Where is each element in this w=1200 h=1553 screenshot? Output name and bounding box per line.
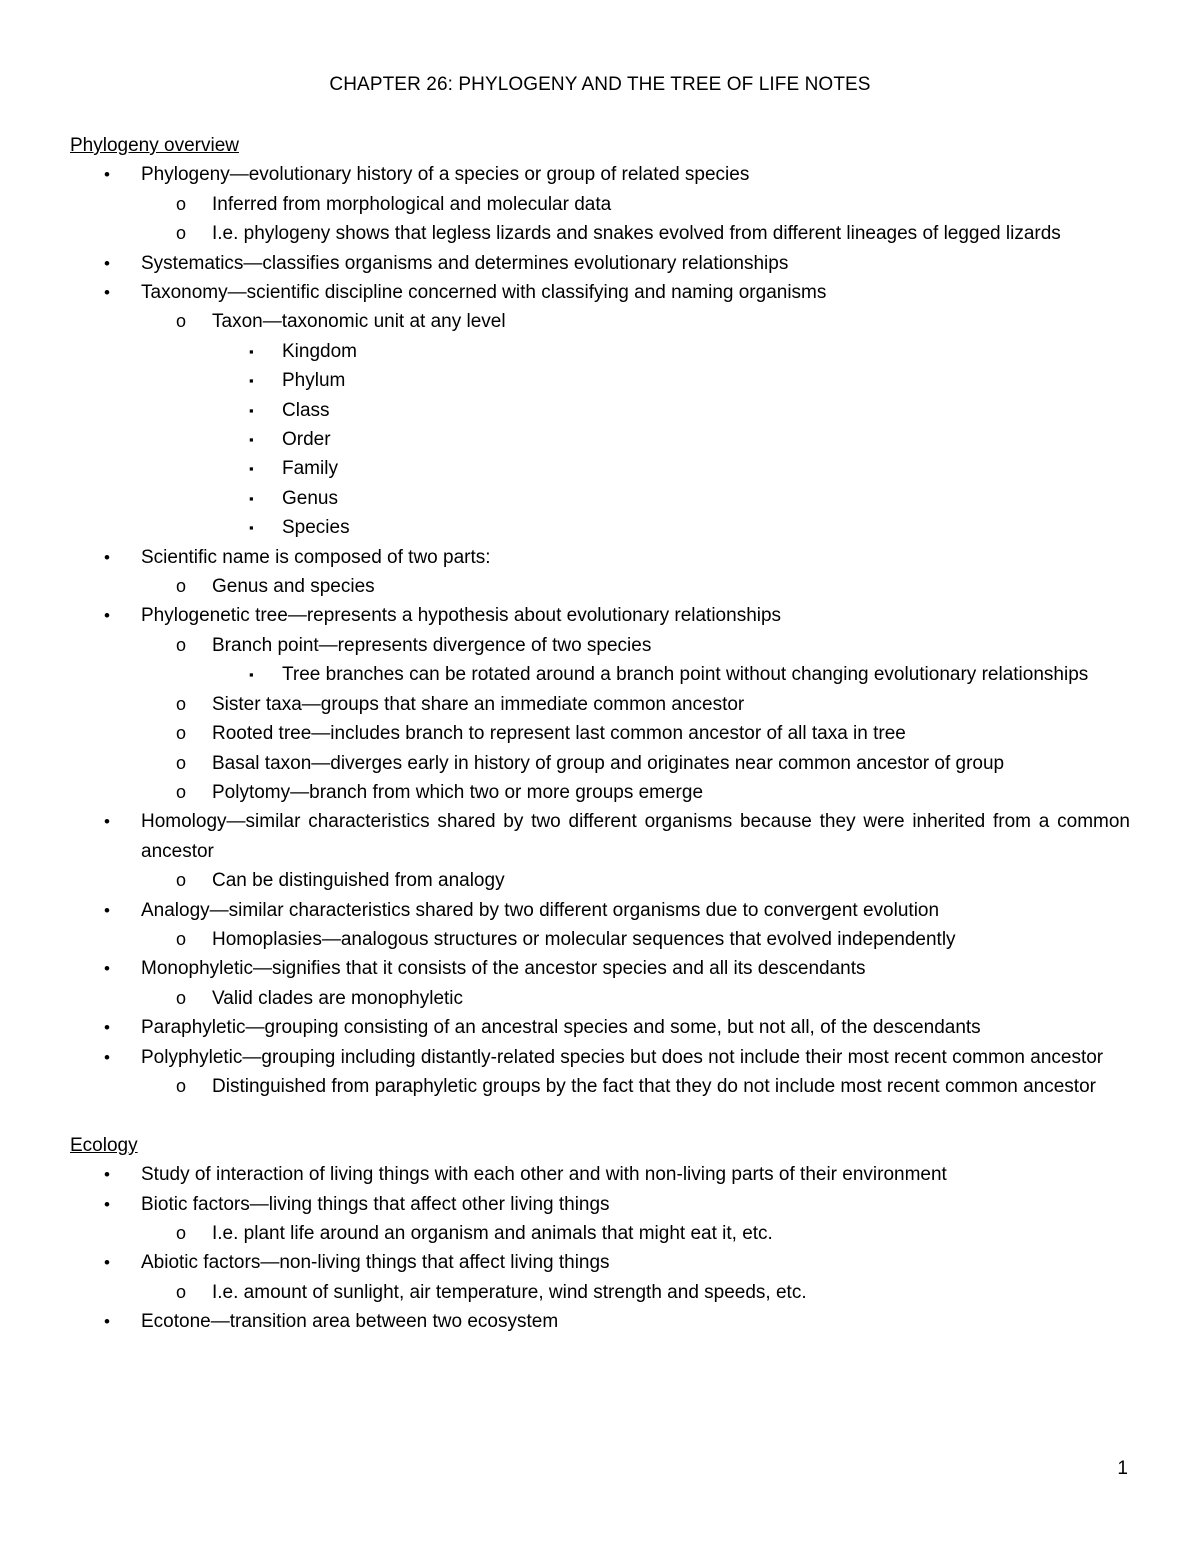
bullet-icon: • xyxy=(104,1312,110,1332)
bullet-icon: • xyxy=(104,165,110,185)
list-item xyxy=(70,601,1130,630)
list-item xyxy=(70,396,1130,425)
item-text: Family xyxy=(282,458,338,480)
item-text: Monophyletic—signifies that it consists of the ancestor species and all its descendants xyxy=(141,958,866,980)
item-text: Scientific name is composed of two parts: xyxy=(141,546,491,568)
list-item xyxy=(70,896,1130,925)
list-item xyxy=(70,513,1130,542)
list-item xyxy=(70,660,1130,689)
circle-bullet-icon: o xyxy=(176,1222,187,1243)
list-item xyxy=(70,1307,1130,1336)
list-item xyxy=(70,249,1130,278)
section-ecology xyxy=(70,1131,1130,1337)
circle-bullet-icon: o xyxy=(176,193,187,214)
item-text: Rooted tree—includes branch to represent last common ancestor of all taxa in tree xyxy=(212,723,906,745)
circle-bullet-icon: o xyxy=(176,781,187,802)
list-item xyxy=(70,719,1130,748)
item-text: Homology—similar characteristics shared by two different organisms because they were inherited from a common ancestor xyxy=(141,811,1130,862)
list-item xyxy=(70,219,1130,248)
circle-bullet-icon: o xyxy=(176,1075,187,1096)
list-item xyxy=(70,690,1130,719)
item-text: Biotic factors—living things that affect other living things xyxy=(141,1193,610,1215)
list-item xyxy=(70,1072,1130,1101)
item-text: Paraphyletic—grouping consisting of an ancestral species and some, but not all, of the descendants xyxy=(141,1017,981,1039)
list-item xyxy=(70,1248,1130,1277)
circle-bullet-icon: o xyxy=(176,1281,187,1302)
bullet-icon: • xyxy=(104,283,110,303)
list-item xyxy=(70,749,1130,778)
circle-bullet-icon: o xyxy=(176,576,187,597)
circle-bullet-icon: o xyxy=(176,311,187,332)
item-text: Homoplasies—analogous structures or molecular sequences that evolved independently xyxy=(212,928,956,950)
circle-bullet-icon: o xyxy=(176,223,187,244)
item-text: Can be distinguished from analogy xyxy=(212,870,505,892)
list-item xyxy=(70,1219,1130,1248)
item-text: Taxonomy—scientific discipline concerned with classifying and naming organisms xyxy=(141,282,827,304)
section-heading: Ecology xyxy=(70,1134,138,1156)
item-text: Class xyxy=(282,399,330,421)
bullet-icon: • xyxy=(104,1194,110,1214)
circle-bullet-icon: o xyxy=(176,752,187,773)
list-item xyxy=(70,307,1130,336)
page-title: CHAPTER 26: PHYLOGENY AND THE TREE OF LIFE NOTES xyxy=(329,74,871,95)
item-text: Phylogenetic tree—represents a hypothesis about evolutionary relationships xyxy=(141,605,782,627)
bullet-icon: • xyxy=(104,253,110,273)
list-item xyxy=(70,1278,1130,1307)
list-item xyxy=(70,484,1130,513)
bullet-icon: • xyxy=(104,606,110,626)
item-text: Valid clades are monophyletic xyxy=(212,987,464,1009)
item-text: Abiotic factors—non-living things that affect living things xyxy=(141,1252,610,1274)
bullet-icon: • xyxy=(104,1253,110,1273)
section-spacer xyxy=(70,1101,1130,1130)
list-item xyxy=(70,190,1130,219)
list-item xyxy=(70,1043,1130,1072)
list-item xyxy=(70,925,1130,954)
item-text: I.e. phylogeny shows that legless lizards and snakes evolved from different lineages of legged lizards xyxy=(212,223,1061,245)
item-text: Ecotone—transition area between two ecosystem xyxy=(141,1311,559,1333)
list-item xyxy=(70,1190,1130,1219)
list-item xyxy=(70,425,1130,454)
circle-bullet-icon: o xyxy=(176,987,187,1008)
item-text: I.e. amount of sunlight, air temperature, wind strength and speeds, etc. xyxy=(212,1281,807,1303)
item-text: Study of interaction of living things with each other and with non-living parts of their environment xyxy=(141,1164,947,1186)
item-text: Distinguished from paraphyletic groups by the fact that they do not include most recent common ancestor xyxy=(212,1075,1096,1097)
square-bullet-icon: ▪ xyxy=(249,432,254,448)
square-bullet-icon: ▪ xyxy=(249,402,254,418)
square-bullet-icon: ▪ xyxy=(249,343,254,359)
item-text: Kingdom xyxy=(282,340,357,362)
list-item xyxy=(70,1013,1130,1042)
item-text: I.e. plant life around an organism and animals that might eat it, etc. xyxy=(212,1222,773,1244)
list-item xyxy=(70,572,1130,601)
list-item xyxy=(70,366,1130,395)
list-item xyxy=(70,1160,1130,1189)
item-text: Polyphyletic—grouping including distantly-related species but does not include their most recent common ancestor xyxy=(141,1046,1104,1068)
item-text: Inferred from morphological and molecular data xyxy=(212,193,612,215)
square-bullet-icon: ▪ xyxy=(249,461,254,477)
circle-bullet-icon: o xyxy=(176,634,187,655)
item-text: Systematics—classifies organisms and determines evolutionary relationships xyxy=(141,252,789,274)
square-bullet-icon: ▪ xyxy=(249,520,254,536)
list-item xyxy=(70,160,1130,189)
item-text: Phylogeny—evolutionary history of a species or group of related species xyxy=(141,164,750,186)
item-text: Taxon—taxonomic unit at any level xyxy=(212,311,506,333)
item-text: Polytomy—branch from which two or more groups emerge xyxy=(212,781,704,803)
circle-bullet-icon: o xyxy=(176,693,187,714)
circle-bullet-icon: o xyxy=(176,928,187,949)
item-text: Species xyxy=(282,517,350,539)
bullet-icon: • xyxy=(104,547,110,567)
item-text: Sister taxa—groups that share an immediate common ancestor xyxy=(212,693,745,715)
list-item xyxy=(70,543,1130,572)
item-text: Branch point—represents divergence of two species xyxy=(212,634,652,656)
item-text: Analogy—similar characteristics shared by two different organisms due to convergent evolution xyxy=(141,899,940,921)
square-bullet-icon: ▪ xyxy=(249,490,254,506)
item-text: Genus and species xyxy=(212,576,375,598)
bullet-icon: • xyxy=(104,812,110,832)
list-item xyxy=(70,866,1130,895)
square-bullet-icon: ▪ xyxy=(249,667,254,683)
bullet-icon: • xyxy=(104,1047,110,1067)
list-item xyxy=(70,954,1130,983)
item-text: Phylum xyxy=(282,370,346,392)
circle-bullet-icon: o xyxy=(176,723,187,744)
item-text: Genus xyxy=(282,487,338,509)
list-item xyxy=(70,631,1130,660)
notes-content xyxy=(70,131,1130,1337)
list-item xyxy=(70,984,1130,1013)
square-bullet-icon: ▪ xyxy=(249,373,254,389)
list-item xyxy=(70,278,1130,307)
list-item xyxy=(70,454,1130,483)
item-text: Order xyxy=(282,429,331,451)
section-phylogeny-overview xyxy=(70,131,1130,1101)
list-item xyxy=(70,337,1130,366)
item-text: Tree branches can be rotated around a branch point without changing evolutionary relationships xyxy=(282,664,1089,686)
page-number: 1 xyxy=(1117,1458,1128,1479)
bullet-icon: • xyxy=(104,1165,110,1185)
list-item xyxy=(70,807,1130,866)
list-item xyxy=(70,778,1130,807)
circle-bullet-icon: o xyxy=(176,870,187,891)
item-text: Basal taxon—diverges early in history of group and originates near common ancestor of group xyxy=(212,752,1005,774)
bullet-icon: • xyxy=(104,1018,110,1038)
bullet-icon: • xyxy=(104,959,110,979)
bullet-icon: • xyxy=(104,900,110,920)
section-heading: Phylogeny overview xyxy=(70,135,239,156)
